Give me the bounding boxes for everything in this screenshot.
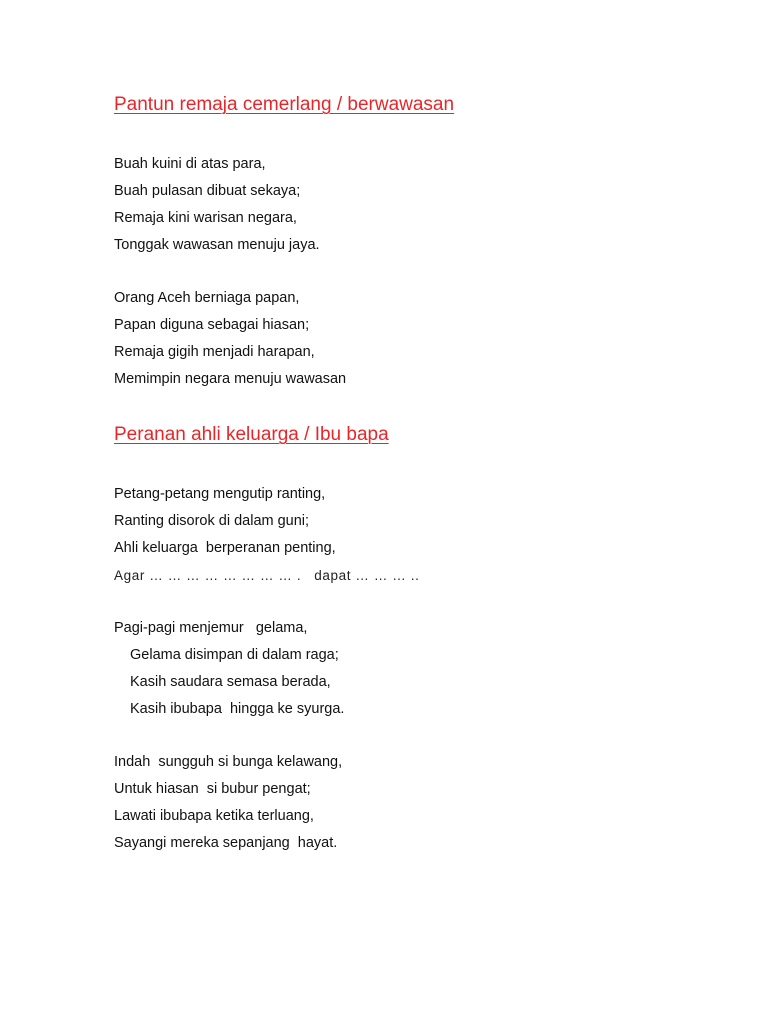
pantun-line: Kasih saudara semasa berada, [130,674,331,690]
pantun-line: Ranting disorok di dalam guni; [114,513,310,529]
pantun-stanza-3 [114,481,419,589]
pantun-line: Kasih ibubapa hingga ke syurga. [130,701,345,717]
pantun-line: Memimpin negara menuju wawasan [114,371,347,387]
pantun-stanza-5 [114,749,342,857]
pantun-stanza-2 [114,285,346,393]
document-page [114,0,768,1024]
pantun-line: Indah sungguh si bunga kelawang, [114,754,343,770]
pantun-line: Untuk hiasan si bubur pengat; [114,781,311,797]
section-title-keluarga: Peranan ahli keluarga / Ibu bapa [114,424,389,445]
pantun-line: Tonggak wawasan menuju jaya. [114,237,320,253]
pantun-line: Petang-petang mengutip ranting, [114,486,326,502]
pantun-line: Buah kuini di atas para, [114,156,266,172]
pantun-stanza-1 [114,151,320,259]
pantun-line: Papan diguna sebagai hiasan; [114,317,310,333]
pantun-line: Gelama disimpan di dalam raga; [130,647,339,663]
pantun-line: Remaja gigih menjadi harapan, [114,344,315,360]
pantun-line: Buah pulasan dibuat sekaya; [114,183,301,199]
pantun-line: Orang Aceh berniaga papan, [114,290,300,306]
pantun-stanza-4 [114,615,344,723]
pantun-line: Sayangi mereka sepanjang hayat. [114,835,338,851]
pantun-line: Pagi-pagi menjemur gelama, [114,620,308,636]
pantun-line: Ahli keluarga berperanan penting, [114,540,336,556]
pantun-line: Lawati ibubapa ketika terluang, [114,808,314,824]
section-title-remaja: Pantun remaja cemerlang / berwawasan [114,94,455,115]
pantun-line-fill-in: Agar … … … … … … … … . dapat … … … .. [114,568,420,583]
pantun-line: Remaja kini warisan negara, [114,210,297,226]
